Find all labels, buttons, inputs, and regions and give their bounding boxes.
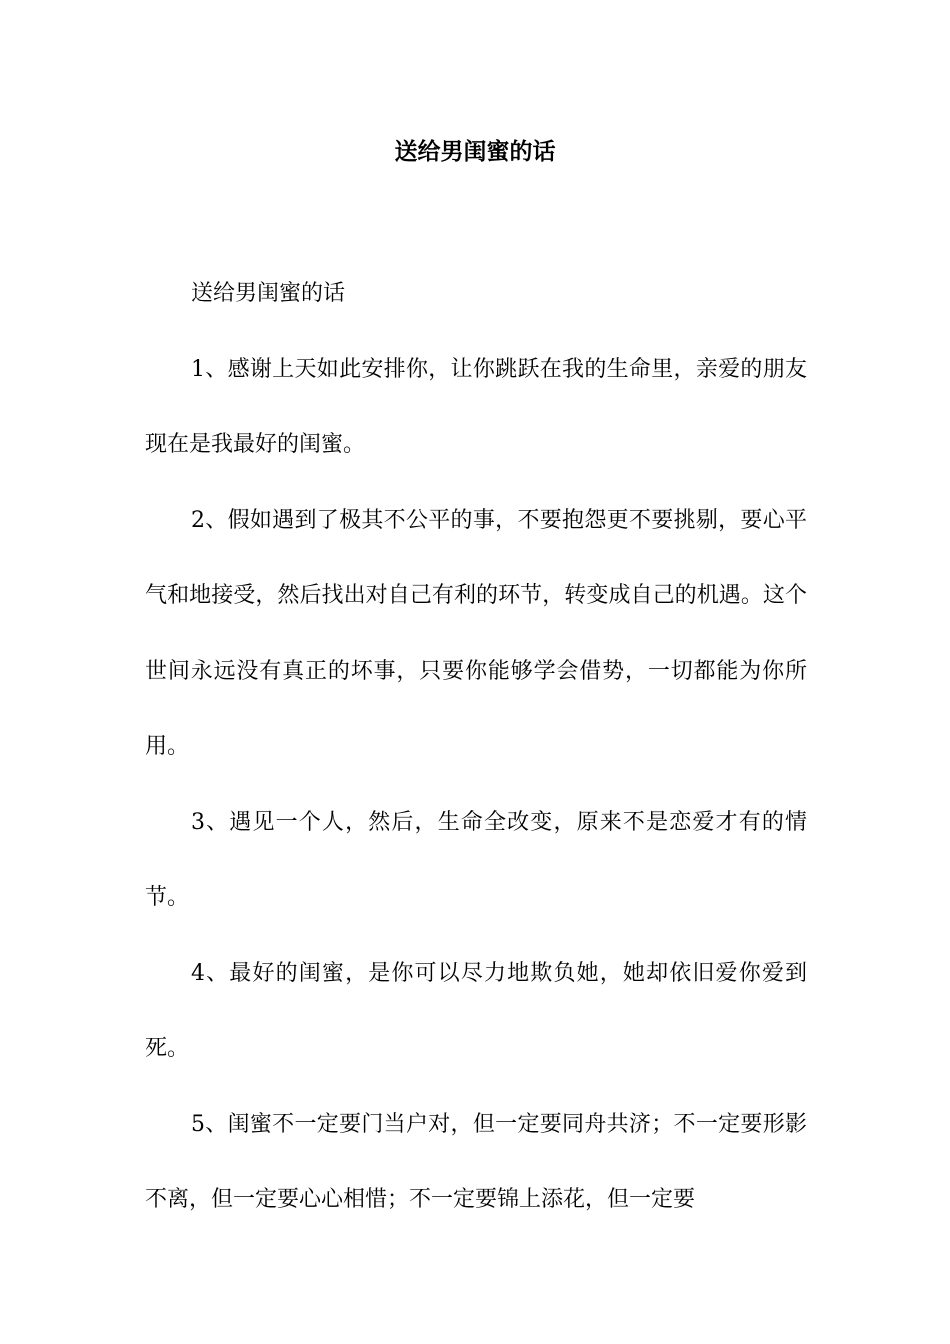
document-body bbox=[145, 256, 807, 1238]
document-title: 送给男闺蜜的话 bbox=[394, 138, 556, 165]
paragraph-subtitle: 送给男闺蜜的话 bbox=[191, 281, 346, 306]
paragraph-item-1: 1、感谢上天如此安排你，让你跳跃在我的生命里，亲爱的朋友现在是我最好的闺蜜。 bbox=[145, 356, 807, 457]
paragraph-item-2: 2、假如遇到了极其不公平的事，不要抱怨更不要挑剔，要心平气和地接受，然后找出对自己有利的环节，转变成自己的机遇。这个世间永远没有真正的坏事，只要你能够学会借势，一切都能为你所用。 bbox=[145, 507, 807, 759]
paragraph-item-4: 4、最好的闺蜜，是你可以尽力地欺负她，她却依旧爱你爱到死。 bbox=[145, 960, 807, 1061]
paragraph-item-5: 5、闺蜜不一定要门当户对，但一定要同舟共济；不一定要形影不离，但一定要心心相惜；不一定要锦上添花，但一定要 bbox=[145, 1111, 807, 1212]
paragraph-item-3: 3、遇见一个人，然后，生命全改变，原来不是恋爱才有的情节。 bbox=[145, 809, 807, 910]
